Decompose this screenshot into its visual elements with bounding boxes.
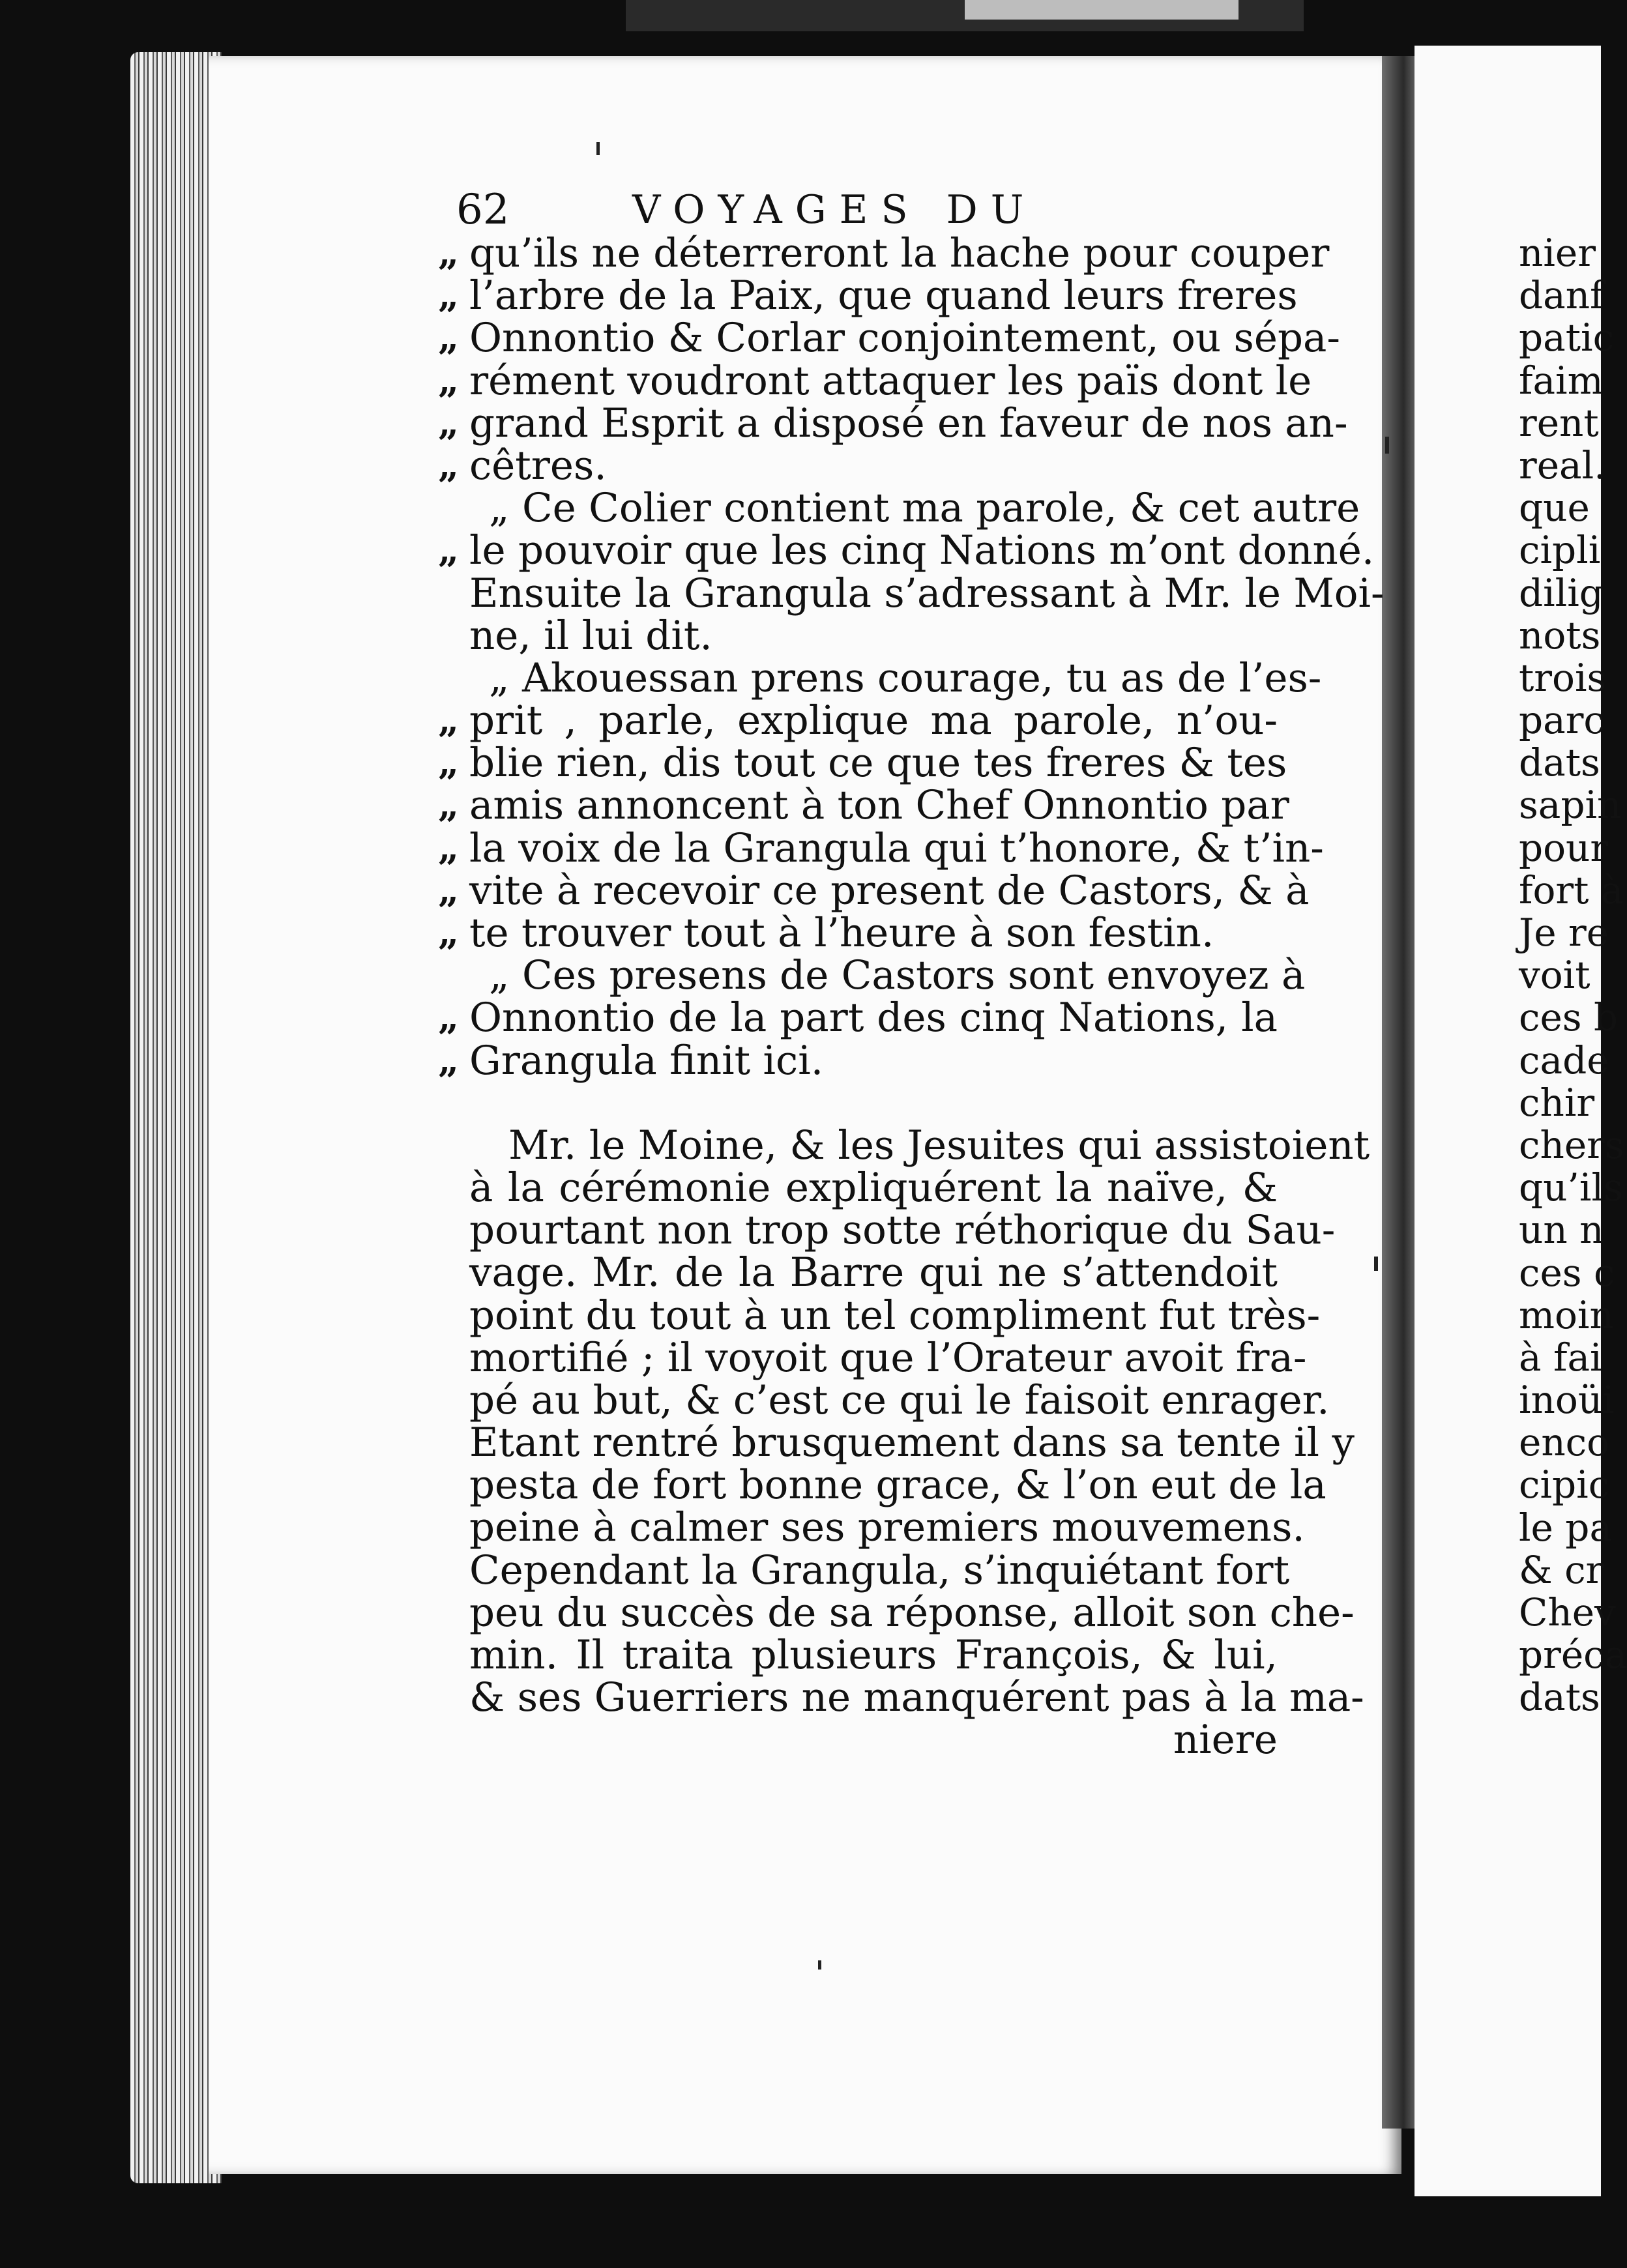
right-page-fragment: Je re (1519, 910, 1609, 955)
right-page-fragment: fort à (1519, 867, 1624, 912)
text-line-content: Ensuite la Grangula s’adressant à Mr. le Moi- (469, 570, 1385, 617)
quotation-mark: „ (438, 783, 460, 827)
text-line-content: Grangula finit ici. (469, 1037, 824, 1084)
right-page-fragment: ces b (1519, 995, 1619, 1040)
text-line (438, 782, 1289, 829)
right-page-fragment: un n (1519, 1208, 1604, 1253)
page-edges (130, 52, 222, 2183)
quotation-mark: „ (438, 274, 460, 317)
text-line (469, 1207, 1336, 1254)
right-page-fragment: le pa (1519, 1505, 1613, 1550)
body-text (438, 230, 1385, 1764)
text-line-content: vite à recevoir ce present de Castors, & à (469, 867, 1310, 914)
text-line-content: prit , parle, explique ma parole, n’ou- (469, 697, 1278, 744)
right-page-fragment: enco (1519, 1420, 1610, 1465)
text-line-content: rément voudront attaquer les païs dont le (469, 357, 1312, 404)
text-line-content: „ Ces presens de Castors sont envoyez à (489, 952, 1306, 999)
text-line (469, 1122, 1370, 1169)
text-line-content: Onnontio & Corlar conjointement, ou sépa- (469, 315, 1340, 362)
text-line-content: pesta de fort bonne grace, & l’on eut de la (469, 1462, 1327, 1509)
text-line-content: „ Akouessan prens courage, tu as de l’es- (489, 654, 1322, 701)
quotation-mark: „ (438, 699, 460, 742)
running-title: VOYAGES DU (632, 187, 1037, 233)
right-page-fragment: préca (1519, 1633, 1627, 1678)
text-line (469, 1419, 1355, 1466)
right-page-fragment: cade (1519, 1038, 1609, 1083)
text-line-content: Onnontio de la part des cinq Nations, la (469, 995, 1278, 1041)
text-line (469, 1251, 1278, 1294)
text-line (469, 1717, 1278, 1764)
quotation-mark: „ (438, 401, 460, 444)
text-line-content: l’arbre de la Paix, que quand leurs freres (469, 272, 1298, 319)
text-line (469, 654, 1322, 701)
right-page-fragment: inoüi (1519, 1378, 1615, 1423)
text-line-content: peu du succès de sa réponse, alloit son che- (469, 1589, 1355, 1636)
ink-speck (1385, 437, 1389, 454)
right-page-fragment: à fai (1519, 1335, 1602, 1380)
text-line (469, 952, 1306, 999)
ink-speck (818, 1960, 821, 1970)
text-line-content: „ Ce Colier contient ma parole, & cet autre (489, 485, 1360, 532)
page-number: 62 (456, 186, 510, 234)
quotation-mark: „ (438, 1038, 460, 1082)
right-page-fragment: dats (1519, 1675, 1600, 1720)
right-page-fragment: parc (1519, 698, 1605, 743)
quotation-mark: „ (438, 868, 460, 912)
right-page-fragment: dilig (1519, 570, 1604, 615)
quotation-mark: „ (438, 911, 460, 954)
right-page-fragment: patic (1519, 315, 1615, 360)
ink-speck (596, 142, 600, 155)
text-line (469, 612, 1278, 659)
text-line (438, 824, 1324, 871)
text-line (438, 400, 1348, 446)
text-line (469, 485, 1360, 532)
right-page-fragment: que (1519, 486, 1590, 531)
text-line-content: peine à calmer ses premiers mouvemens. (469, 1504, 1305, 1551)
text-line-content: amis annoncent à ton Chef Onnontio par (469, 782, 1289, 829)
text-line-content: grand Esprit a disposé en faveur de nos an- (469, 400, 1348, 446)
ink-speck (1374, 1257, 1378, 1271)
text-line-content: mortifié ; il voyoit que l’Orateur avoit fra- (469, 1334, 1307, 1381)
page-header (456, 184, 1304, 236)
right-page-fragment: sapin (1519, 783, 1622, 828)
text-line (469, 570, 1385, 617)
right-page-fragment: Chev (1519, 1590, 1616, 1635)
right-page-fragment: cipli (1519, 528, 1601, 573)
text-line (469, 1164, 1278, 1211)
text-line (438, 442, 1278, 489)
paragraph-gap (469, 1082, 1278, 1124)
text-line (469, 1674, 1364, 1721)
quotation-mark: „ (438, 826, 460, 869)
quotation-mark: „ (438, 358, 460, 402)
text-line-content: Etant rentré brusquement dans sa tente il y (469, 1419, 1355, 1466)
text-line (438, 1037, 1278, 1084)
text-line (469, 1376, 1330, 1423)
text-line (438, 995, 1278, 1041)
text-line-content: Cependant la Grangula, s’inquiétant fort (469, 1547, 1290, 1593)
right-page-fragment: nier (1519, 231, 1596, 275)
text-line-content: le pouvoir que les cinq Nations m’ont donné. (469, 527, 1375, 574)
right-page-fragment: dats (1519, 740, 1600, 785)
text-line-content: qu’ils ne déterreront la hache pour couper (469, 230, 1330, 276)
text-line (438, 527, 1375, 574)
right-page-fragment: moin (1519, 1292, 1614, 1337)
text-line (438, 740, 1287, 787)
right-page-fragment: pour (1519, 825, 1609, 870)
text-line-content: la voix de la Grangula qui t’honore, & t’in- (469, 824, 1324, 871)
text-line-content: & ses Guerriers ne manquérent pas à la ma- (469, 1674, 1364, 1721)
text-line-content: ne, il lui dit. (469, 612, 712, 659)
text-line (469, 1292, 1321, 1339)
right-page-fragment: rent (1519, 400, 1599, 445)
text-line (469, 1462, 1327, 1509)
text-line-content: blie rien, dis tout ce que tes freres & tes (469, 740, 1287, 787)
quotation-mark: „ (438, 996, 460, 1040)
text-line-content: à la cérémonie expliquérent la naïve, & (469, 1164, 1278, 1211)
text-line-content: cêtres. (469, 442, 607, 489)
quotation-mark: „ (438, 443, 460, 487)
right-page-fragment: danf (1519, 273, 1604, 318)
text-line (438, 272, 1298, 319)
text-line (438, 697, 1278, 744)
right-page-fragment: voit (1519, 953, 1590, 998)
text-line (438, 357, 1312, 404)
right-page-fragment: real. (1519, 443, 1606, 487)
quotation-mark: „ (438, 231, 460, 274)
text-line (438, 910, 1278, 956)
text-line (438, 315, 1340, 362)
right-page-fragment: cipic (1519, 1462, 1610, 1507)
right-page-fragment: trois (1519, 655, 1607, 700)
right-page-fragments (1519, 231, 1627, 1720)
right-page-fragment: chers (1519, 1122, 1624, 1167)
text-line-content: vage. Mr. de la Barre qui ne s’attendoit (469, 1249, 1278, 1296)
scan-top-strip-light (965, 0, 1239, 20)
text-line (438, 867, 1310, 914)
text-line-content: point du tout à un tel compliment fut très- (469, 1292, 1321, 1339)
right-page-fragment: nots (1519, 613, 1601, 658)
right-page-fragment: chir (1519, 1080, 1595, 1125)
text-line-content: pourtant non trop sotte réthorique du Sau- (469, 1207, 1336, 1254)
text-line-content: pé au but, & c’est ce qui le faisoit enrager. (469, 1376, 1330, 1423)
text-line (469, 1547, 1290, 1593)
text-line (469, 1589, 1355, 1636)
right-page-fragment: qu’ils (1519, 1165, 1623, 1210)
text-line-content: te trouver tout à l’heure à son festin. (469, 910, 1214, 956)
right-page-fragment: faim (1519, 358, 1604, 403)
right-page-fragment: ces c (1519, 1250, 1615, 1295)
quotation-mark: „ (438, 741, 460, 785)
text-line (469, 1504, 1305, 1551)
quotation-mark: „ (438, 316, 460, 360)
text-line-content: Mr. le Moine, & les Jesuites qui assistoient (508, 1122, 1370, 1169)
text-line-content: niere (1173, 1717, 1278, 1764)
text-line-content: min. Il traita plusieurs François, & lui, (469, 1632, 1278, 1678)
text-line (469, 1634, 1278, 1676)
right-page-fragment: & cr (1519, 1547, 1604, 1592)
quotation-mark: „ (438, 529, 460, 572)
text-line (469, 1334, 1307, 1381)
text-line (438, 230, 1330, 276)
